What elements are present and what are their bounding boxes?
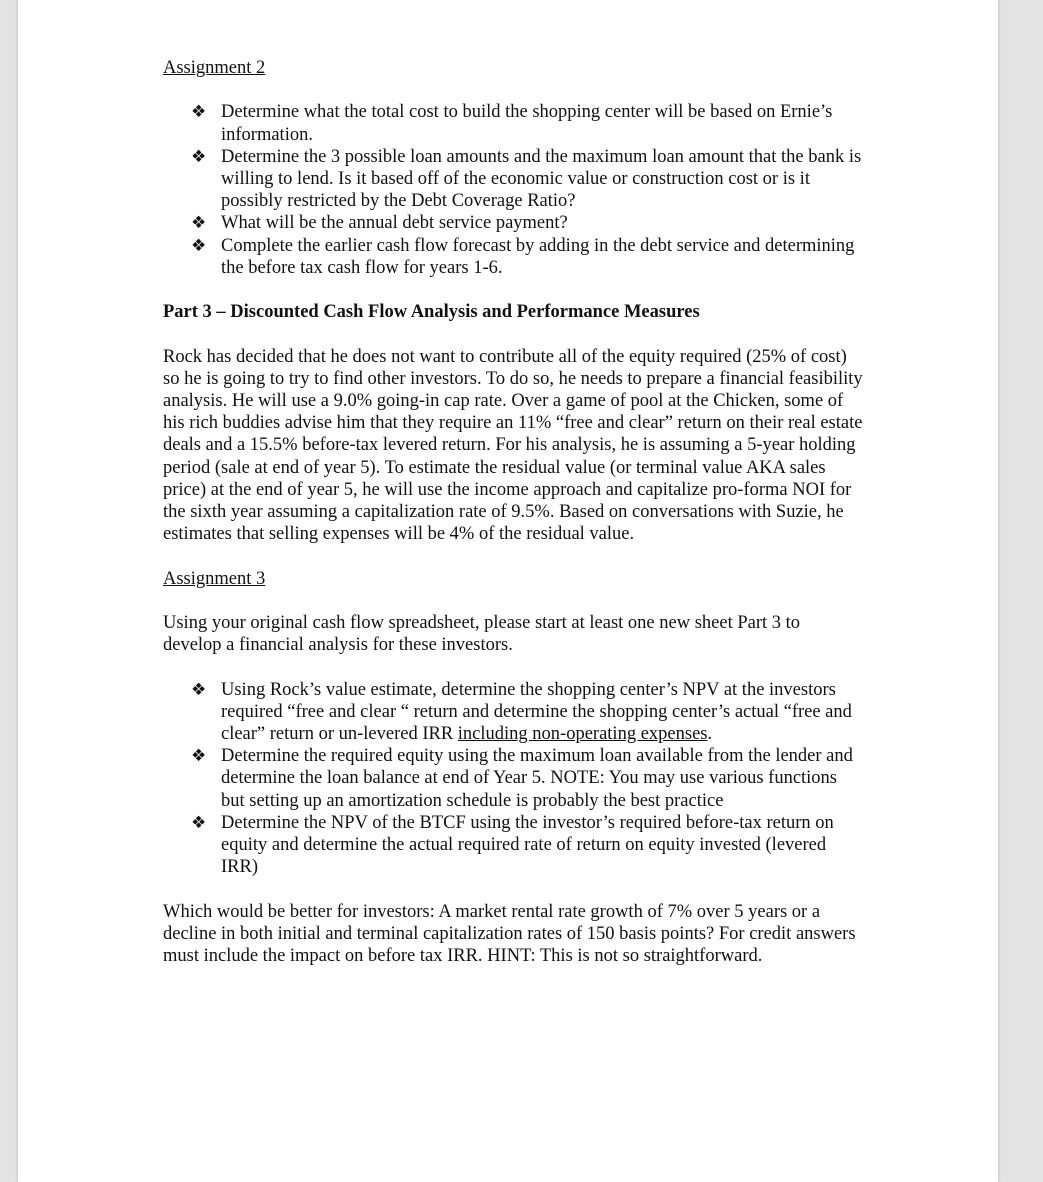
list-item: ❖ Using Rock’s value estimate, determine the shopping center’s NPV at the investors required “free and clear “ return and determine the shopping center’s actual “free and clear” return or un-levered IRR including non-operating expenses. [191, 679, 852, 744]
diamond-bullet-icon: ❖ [191, 102, 207, 123]
part-3-paragraph: Rock has decided that he does not want to contribute all of the equity required (25% of cost) so he is going to try to find other investors. To do so, he needs to prepare a financial feasibility analysis. He will use a 9.0% going-in cap rate. Over a game of pool at the Chicken, some of his rich buddies advise him that they require an 11% “free and clear” return on their real estate deals and a 15.5% before-tax levered return. For his analysis, he is assuming a 5-year holding period (sale at end of year 5). To estimate the residual value (or terminal value AKA sales price) at the end of year 5, he will use the income approach and capitalize pro-forma NOI for the sixth year assuming a capitalization rate of 9.5%. Based on conversations with Suzie, he estimates that selling expenses will be 4% of the residual value. [163, 346, 863, 545]
diamond-bullet-icon: ❖ [191, 679, 207, 700]
diamond-bullet-icon: ❖ [191, 213, 207, 234]
list-item: ❖ Determine the required equity using the maximum loan available from the lender and determine the loan balance at end of Year 5. NOTE: You may use various functions but setting up an amortization schedule is probably the best practice [191, 746, 853, 811]
diamond-bullet-icon: ❖ [191, 146, 207, 167]
list-item: ❖ Determine what the total cost to build the shopping center will be based on Ernie’s information. [191, 102, 833, 145]
assignment-3-bullet-list [163, 679, 863, 879]
document-page [18, 0, 998, 1182]
list-item: ❖ Determine the 3 possible loan amounts and the maximum loan amount that the bank is willing to lend. Is it based off of the economic value or construction cost or is it possibly restricted by the Debt Coverage Ratio? [191, 146, 862, 212]
list-item: ❖ What will be the annual debt service payment? [191, 213, 568, 234]
assignment-3-heading: Assignment 3 [163, 568, 266, 589]
list-item: ❖ Determine the NPV of the BTCF using the investor’s required before-tax return on equity and determine the actual required rate of return on equity invested (levered IRR) [191, 812, 834, 878]
diamond-bullet-icon: ❖ [191, 235, 207, 256]
list-item: ❖ Complete the earlier cash flow forecast by adding in the debt service and determining the before tax cash flow for years 1-6. [191, 235, 855, 278]
document-content [163, 57, 863, 967]
assignment-2-heading: Assignment 2 [163, 58, 266, 78]
part-3-heading: Part 3 – Discounted Cash Flow Analysis and Performance Measures [163, 302, 700, 323]
closing-question: Which would be better for investors: A market rental rate growth of 7% over 5 years or a decline in both initial and terminal capitalization rates of 150 basis points? For credit answers must include the impact on before tax IRR. HINT: This is not so straightforward. [163, 901, 856, 967]
diamond-bullet-icon: ❖ [191, 812, 207, 833]
assignment-3-intro: Using your original cash flow spreadsheet, please start at least one new sheet Part 3 to develop a financial analysis for these investors. [163, 613, 801, 656]
underlined-phrase: including non-operating expenses [457, 724, 708, 744]
diamond-bullet-icon: ❖ [191, 746, 207, 767]
assignment-2-bullet-list [163, 101, 863, 279]
